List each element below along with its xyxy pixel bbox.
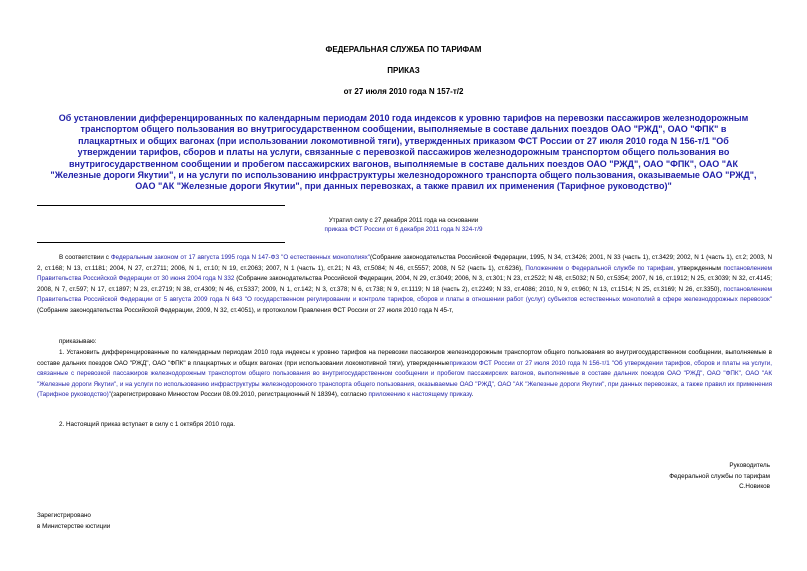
- preamble-text-1: В соответствии с: [59, 254, 111, 261]
- preamble-text-2: (Собрание законодательства Российской Федерации, 1995, N 34, ст.3426; 2001, N 33 (часть 1), ст.3429; 2002, N 1 (часть 1), ст.2; 2003, N 2, ст.168; N 13, ст.1181; 2004, N 27, ст.2711; 2006, N 1, ст.10; N 19, ст.2063; 2007, N 1 (часть 1), ст.21; N 43, ст.5084; N 46, ст.5557; 2008, N 52 (часть 1), ст.6236),: [37, 254, 772, 272]
- document-title: Об установлении дифференцированных по календарным периодам 2010 года индексов к уровню тарифов на перевозки пассажиров железнодорожным транспортом общего пользования во внутригосударственном сообщении, выполняемые в составе дальних поездов ОАО "РЖД", ОАО "ФПК" в плацкартных и общих вагонах (при использовании локомотивной тяги), утвержденных приказом ФСТ России от 27 июля 2010 года N 156-т/1 "Об утверждении тарифов, сборов и платы на услуги, связанные с перевозкой пассажиров железнодорожным транспортом общего пользования во внутригосударственном сообщении и пробегом пассажирских вагонов, выполняемые в составе дальних поездов ОАО "РЖД", ОАО "ФПК", ОАО "АК "Железные дороги Якутии", и на услуги по использованию инфраструктуры железнодорожного транспорта общего пользования, оказываемые ОАО "РЖД", ОАО "АК "Железные дороги Якутии", при данных перевозках, а также правил их применения (Тарифное руководство)": [50, 113, 757, 192]
- appendix-link[interactable]: приложению к настоящему приказу: [368, 391, 472, 398]
- registration-line-1: Зарегистрировано: [37, 512, 91, 519]
- order-word: приказываю:: [59, 338, 97, 345]
- separator-bottom: [37, 242, 285, 243]
- status-link[interactable]: приказа ФСТ России от 6 декабря 2011 года N 324-т/9: [324, 226, 483, 233]
- item-1-text-2: (зарегистрировано Минюстом России 08.09.2010, регистрационный N 18394), согласно: [110, 391, 369, 398]
- decree-332-link[interactable]: постановлением Правительства Российской Федерации от 30 июня 2004 года N 332: [37, 264, 772, 282]
- doc-type-heading: ПРИКАЗ: [387, 66, 420, 75]
- preamble-paragraph: [37, 253, 772, 316]
- registration-line-2: в Министерстве юстиции: [37, 522, 111, 530]
- date-number-heading: от 27 июля 2010 года N 157-т/2: [343, 87, 464, 96]
- preamble-text-4: (Собрание законодательства Российской Федерации, 2004, N 29, ст.3049; 2006, N 3, ст.301; N 23, ст.2522; N 48, ст.5032; N 50, ст.5354; 2007, N 16, ст.1912; N 25, ст.3039; N 32, ст.4145; 2008, N 7, ст.597; N 17, ст.1897; N 23, ст.2719; N 38, ст.4309; N 46, ст.5337; 2009, N 1, ст.142; N 3, ст.378; N 6, ст.738; N 9, ст.1119; N 18 (часть 2), ст.2249; N 33, ст.4086; 2010, N 9, ст.960; N 13, ст.1514; N 25, ст.3169; N 26, ст.3350),: [37, 275, 772, 293]
- item-2-paragraph: 2. Настоящий приказ вступает в силу с 1 октября 2010 года.: [59, 421, 236, 428]
- signature-organization: Федеральной службы по тарифам: [669, 472, 770, 480]
- decree-643-link[interactable]: постановлением Правительства Российской Федерации от 5 августа 2009 года N 643 "О государственном регулировании и контроле тарифов, сборов и платы в отношении работ (услуг) субъектов естественных монополий в сфере железнодорожных перевозок": [37, 285, 772, 303]
- registration-block: [37, 511, 237, 532]
- signature-block: [570, 461, 770, 493]
- regulation-link[interactable]: Положением о Федеральной службе по тарифам: [525, 264, 674, 272]
- status-text: Утратил силу с 27 декабря 2011 года на основании: [328, 217, 479, 224]
- preamble-text-5: (Собрание законодательства Российской Федерации, 2009, N 32, ст.4051), и протоколом Правления ФСТ России от 27 июля 2010 года N 45-т,: [37, 306, 454, 314]
- item-1-paragraph: [37, 348, 772, 401]
- item-1-text-1: 1. Установить дифференцированные по календарным периодам 2010 года индексы к уровню тарифов на перевозки пассажиров железнодорожным транспортом общего пользования во внутригосударственном сообщении, выполняемые в составе дальних поездов ОАО "РЖД", ОАО "ФПК" в плацкартных и общих вагонах (при использовании локомотивной тяги), утвержденные: [37, 349, 772, 367]
- law-link[interactable]: Федеральным законом от 17 августа 1995 года N 147-ФЗ "О естественных монополиях": [110, 254, 371, 261]
- signature-position: Руководитель: [729, 462, 770, 469]
- agency-heading: ФЕДЕРАЛЬНАЯ СЛУЖБА ПО ТАРИФАМ: [325, 45, 482, 54]
- preamble-text-3: , утвержденным: [673, 264, 724, 272]
- separator-top: [37, 205, 285, 206]
- order-156-link[interactable]: приказом ФСТ России от 27 июля 2010 года N 156-т/1 "Об утверждении тарифов, сборов и платы на услуги, связанные с перевозкой пассажиров железнодорожным транспортом общего пользования во внутригосударственном сообщении и пробегом пассажирских вагонов, выполняемые в составе дальних поездов ОАО "РЖД", ОАО "ФПК", ОАО "АК "Железные дороги Якутии", и на услуги по использованию инфраструктуры железнодорожного транспорта общего пользования, оказываемые ОАО "РЖД", ОАО "АК "Железные дороги Якутии", при данных перевозках, а также правил их применения (Тарифное руководство)": [37, 359, 773, 398]
- signature-name: С.Новиков: [739, 483, 770, 490]
- status-note: [0, 216, 807, 234]
- item-1-text-3: .: [471, 391, 474, 398]
